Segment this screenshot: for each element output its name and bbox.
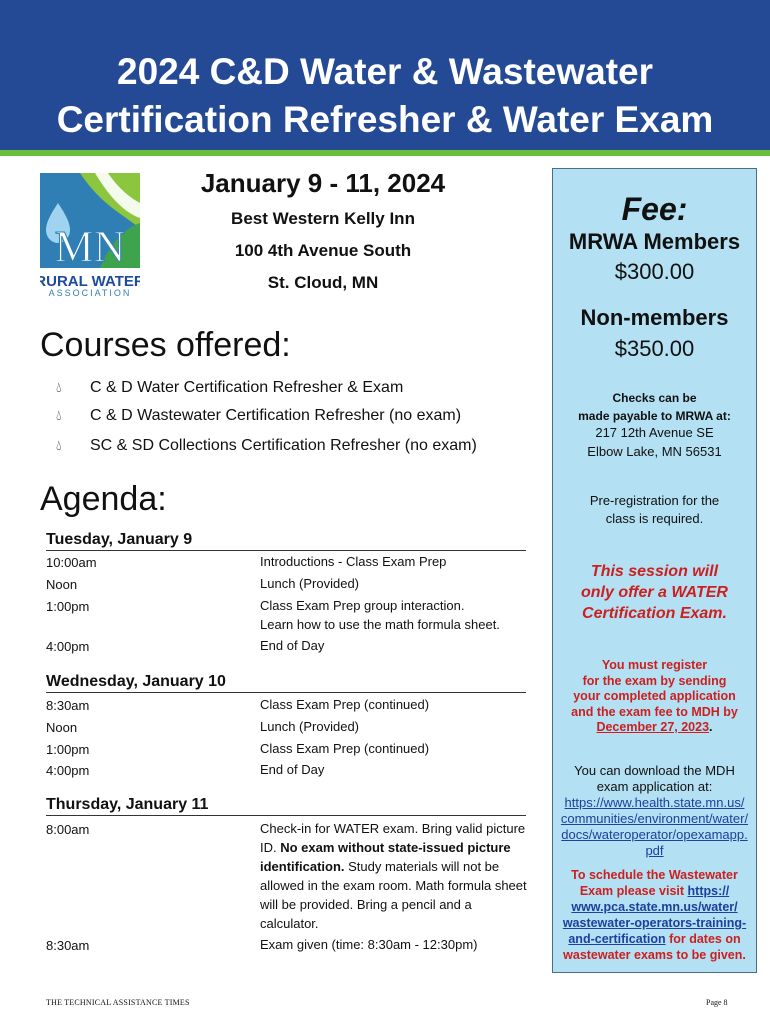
wastewater-notice-text: Exam please visit [579, 884, 688, 898]
checks-line: made payable to MRWA at: [578, 409, 731, 423]
agenda-desc: Exam given (time: 8:30am - 12:30pm) [260, 937, 478, 952]
session-notice: only offer a WATER [581, 584, 728, 601]
agenda-time: Noon [46, 577, 78, 592]
wastewater-notice: wastewater exams to be given. [563, 948, 746, 962]
register-notice: You must register [601, 658, 708, 672]
mdh-application-link[interactable]: pdf [645, 843, 664, 858]
members-price: $300.00 [614, 259, 695, 284]
agenda-time: Noon [46, 720, 78, 735]
deadline-period: . [709, 720, 713, 734]
footer-publication: THE TECHNICAL ASSISTANCE TIMES [46, 998, 190, 1007]
courses-heading: Courses offered: [40, 326, 291, 364]
agenda-desc [260, 596, 530, 634]
agenda-desc-text: Check-in for WATER exam. Bring valid picture ID. [260, 821, 526, 855]
agenda-time: 8:00am [46, 822, 90, 837]
course-item [56, 379, 403, 397]
event-venue: Best Western Kelly Inn [231, 209, 415, 228]
course-item [56, 407, 461, 425]
agenda-desc: End of Day [260, 762, 325, 777]
course-label: C & D Wastewater Certification Refresher (no exam) [90, 407, 462, 424]
agenda-desc-bold: No exam without state-issued picture identification. [260, 840, 511, 874]
agenda-time: 4:00pm [46, 639, 90, 654]
prereg-note: class is required. [605, 511, 704, 526]
agenda-desc [260, 819, 530, 933]
banner-green-stripe [0, 150, 770, 156]
course-label: C & D Water Certification Refresher & Exam [90, 379, 404, 396]
agenda-time: 4:00pm [46, 763, 90, 778]
wastewater-notice-text: for dates on [665, 932, 741, 946]
members-label: MRWA Members [568, 229, 741, 254]
droplet-bullet-icon: 💧︎ [56, 437, 62, 453]
agenda-desc: Introductions - Class Exam Prep [260, 554, 447, 569]
agenda-desc: Lunch (Provided) [260, 576, 359, 591]
agenda-desc: Class Exam Prep (continued) [260, 741, 430, 756]
wastewater-notice [553, 931, 756, 947]
event-address: 100 4th Avenue South [234, 241, 412, 260]
agenda-time: 8:30am [46, 938, 90, 953]
course-item [56, 437, 477, 455]
nonmembers-label: Non-members [580, 305, 729, 330]
register-notice: your completed application [573, 689, 736, 703]
pca-link[interactable]: www.pca.state.mn.us/water/ [571, 900, 738, 914]
pca-link[interactable]: https:// [687, 884, 730, 898]
fee-sidebar [552, 168, 757, 973]
agenda-desc: Lunch (Provided) [260, 719, 359, 734]
mdh-application-link[interactable]: https://www.health.state.mn.us/ [564, 795, 745, 810]
deadline-date: December 27, 2023 [596, 720, 710, 734]
register-deadline [553, 719, 756, 735]
event-city: St. Cloud, MN [267, 273, 379, 292]
agenda-time: 1:00pm [46, 599, 90, 614]
title-line-1: 2024 C&D Water & Wastewater [117, 51, 653, 92]
agenda-day-tuesday: Tuesday, January 9 [46, 531, 526, 551]
nonmembers-price: $350.00 [614, 336, 695, 361]
droplet-bullet-icon: 💧︎ [56, 407, 62, 423]
agenda-day-thursday: Thursday, January 11 [46, 796, 526, 816]
agenda-day-wednesday: Wednesday, January 10 [46, 673, 526, 693]
agenda-desc-line: Learn how to use the math formula sheet. [260, 617, 500, 632]
agenda-heading: Agenda: [40, 480, 167, 518]
checks-line: Checks can be [612, 391, 697, 405]
register-notice: for the exam by sending [582, 674, 727, 688]
logo-mn-text: MN [54, 222, 126, 271]
session-notice: This session will [590, 563, 719, 580]
prereg-note: Pre-registration for the [589, 493, 720, 508]
agenda-time: 8:30am [46, 698, 90, 713]
fee-title: Fee: [621, 191, 688, 227]
agenda-desc: Class Exam Prep (continued) [260, 697, 430, 712]
session-notice: Certification Exam. [582, 605, 727, 622]
page-title [0, 48, 770, 144]
wastewater-notice: To schedule the Wastewater [571, 868, 738, 882]
pca-link[interactable]: wastewater-operators-training- [562, 916, 747, 930]
download-note: You can download the MDH [574, 763, 735, 778]
event-date: January 9 - 11, 2024 [200, 168, 446, 198]
wastewater-notice [553, 883, 756, 899]
mailing-address: Elbow Lake, MN 56531 [587, 444, 722, 459]
download-note: exam application at: [596, 779, 713, 794]
agenda-time: 10:00am [46, 555, 97, 570]
agenda-desc: End of Day [260, 638, 325, 653]
mn-rural-water-logo [40, 173, 140, 298]
course-label: SC & SD Collections Certification Refresher (no exam) [90, 437, 477, 454]
pca-link[interactable]: and-certification [568, 932, 666, 946]
mdh-application-link[interactable]: communities/environment/water/ [560, 811, 749, 826]
droplet-bullet-icon: 💧︎ [56, 379, 62, 395]
agenda-desc-line: Class Exam Prep group interaction. [260, 598, 465, 613]
register-notice: and the exam fee to MDH by [571, 705, 738, 719]
logo-org-text: RURAL WATER [40, 273, 140, 290]
title-line-2: Certification Refresher & Water Exam [56, 99, 714, 140]
agenda-time: 1:00pm [46, 742, 90, 757]
agenda-desc-text: Study materials will not be allowed in the exam room. Math formula sheet will be provided. Bring a pencil and a calculator. [260, 859, 527, 931]
mdh-application-link[interactable]: docs/wateroperator/opexamapp. [561, 827, 748, 842]
footer-page-number: Page 8 [706, 998, 728, 1007]
mailing-address: 217 12th Avenue SE [595, 425, 714, 440]
logo-sub-text: ASSOCIATION [48, 288, 132, 298]
